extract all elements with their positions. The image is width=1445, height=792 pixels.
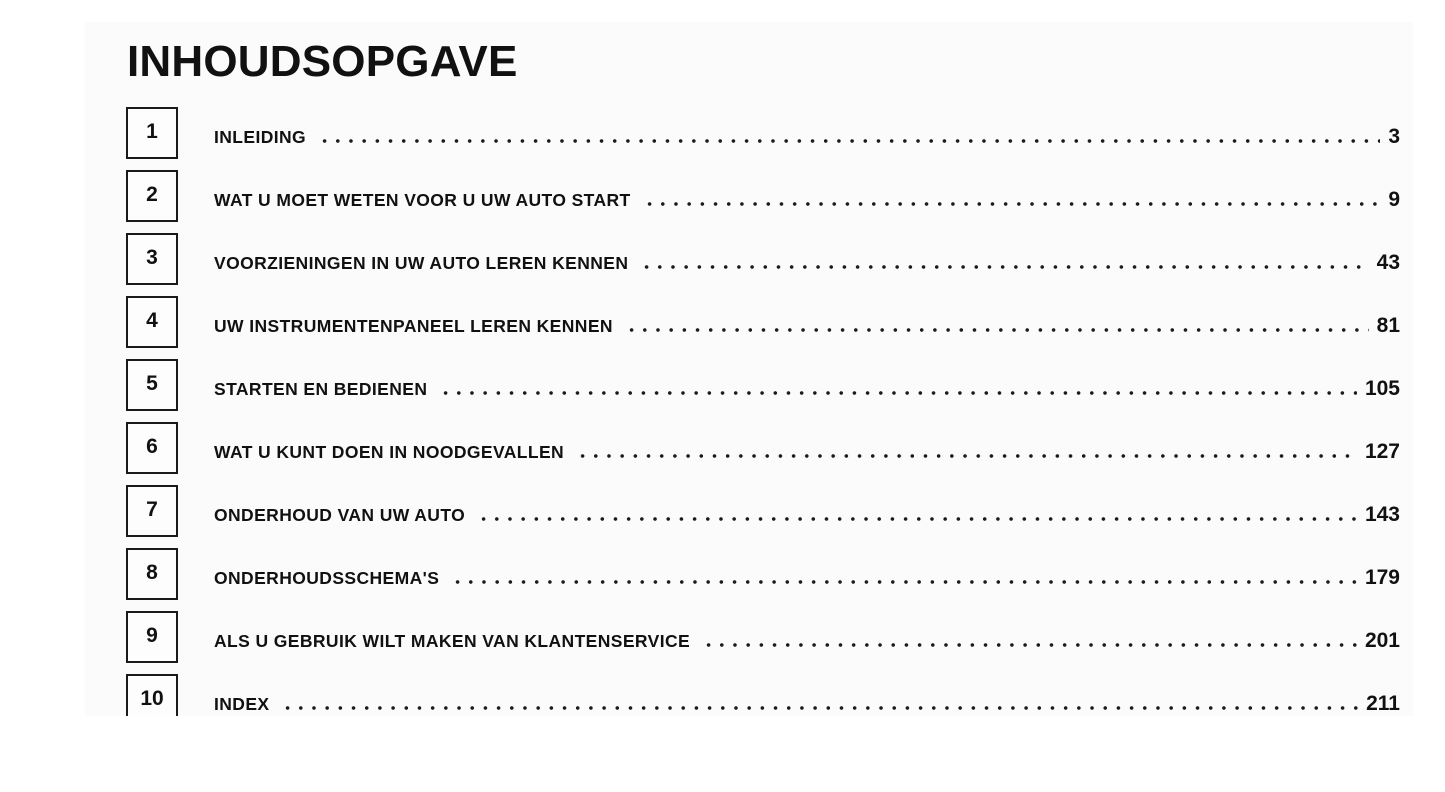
toc-entry: [214, 125, 1400, 149]
chapter-title: ONDERHOUDSSCHEMA'S: [214, 568, 440, 588]
chapter-number-box: [126, 674, 178, 716]
chapter-title: ALS U GEBRUIK WILT MAKEN VAN KLANTENSERVICE: [214, 631, 691, 651]
chapter-number-box: [126, 359, 178, 411]
dot-leader: [318, 139, 1380, 143]
toc-entry: [214, 629, 1400, 653]
chapter-number-box: [126, 611, 178, 663]
toc-row[interactable]: [126, 359, 1400, 422]
dot-leader: [281, 706, 1358, 710]
toc-row[interactable]: [126, 611, 1400, 674]
chapter-title: STARTEN EN BEDIENEN: [214, 379, 428, 399]
chapter-title: INLEIDING: [214, 127, 307, 147]
chapter-number: 6: [146, 435, 158, 458]
toc-entry: [214, 314, 1400, 338]
chapter-title: VOORZIENINGEN IN UW AUTO LEREN KENNEN: [214, 253, 629, 273]
chapter-number: 3: [146, 246, 158, 269]
toc-row[interactable]: [126, 233, 1400, 296]
page-number: 105: [1364, 377, 1400, 400]
toc-row[interactable]: [126, 485, 1400, 548]
chapter-number: 10: [140, 687, 164, 710]
dot-leader: [702, 643, 1357, 647]
toc-entry: [214, 251, 1400, 275]
page-number: 143: [1364, 503, 1400, 526]
dot-leader: [439, 391, 1357, 395]
toc-entry: [214, 503, 1400, 527]
chapter-number-box: [126, 485, 178, 537]
chapter-number: 4: [146, 309, 158, 332]
page-number: 81: [1376, 314, 1400, 337]
chapter-number-box: [126, 548, 178, 600]
toc-row[interactable]: [126, 422, 1400, 485]
page-number: 179: [1364, 566, 1400, 589]
chapter-number: 1: [146, 120, 158, 143]
toc-entry: [214, 566, 1400, 590]
page-number: 43: [1376, 251, 1400, 274]
dot-leader: [640, 265, 1368, 269]
chapter-number: 5: [146, 372, 158, 395]
page-number: 3: [1388, 125, 1400, 148]
chapter-number-box: [126, 296, 178, 348]
page-number: 211: [1366, 692, 1400, 715]
dot-leader: [643, 202, 1381, 206]
dot-leader: [576, 454, 1357, 458]
toc-entry: [214, 692, 1400, 716]
toc-row[interactable]: [126, 107, 1400, 170]
chapter-number: 9: [146, 624, 158, 647]
toc-row[interactable]: [126, 296, 1400, 359]
toc-entry: [214, 377, 1400, 401]
chapter-number-box: [126, 107, 178, 159]
page-number: 201: [1364, 629, 1400, 652]
dot-leader: [625, 328, 1369, 332]
chapter-title: ONDERHOUD VAN UW AUTO: [214, 505, 466, 525]
chapter-number: 7: [146, 498, 158, 521]
toc-entry: [214, 440, 1400, 464]
chapter-title: WAT U KUNT DOEN IN NOODGEVALLEN: [214, 442, 565, 462]
toc-row[interactable]: [126, 170, 1400, 233]
chapter-title: WAT U MOET WETEN VOOR U UW AUTO START: [214, 190, 631, 210]
toc-row[interactable]: [126, 674, 1400, 716]
chapter-title: INDEX: [214, 694, 270, 714]
document-page: [85, 22, 1413, 716]
chapter-number-box: [126, 233, 178, 285]
dot-leader: [451, 580, 1357, 584]
chapter-number: 8: [146, 561, 158, 584]
page-number: 127: [1364, 440, 1400, 463]
toc-entry: [214, 188, 1400, 212]
chapter-number-box: [126, 170, 178, 222]
table-of-contents: [126, 107, 1400, 716]
page-title: INHOUDSOPGAVE: [127, 37, 518, 86]
chapter-title: UW INSTRUMENTENPANEEL LEREN KENNEN: [214, 316, 613, 336]
page-number: 9: [1388, 188, 1400, 211]
toc-row[interactable]: [126, 548, 1400, 611]
dot-leader: [477, 517, 1357, 521]
chapter-number: 2: [146, 183, 158, 206]
chapter-number-box: [126, 422, 178, 474]
